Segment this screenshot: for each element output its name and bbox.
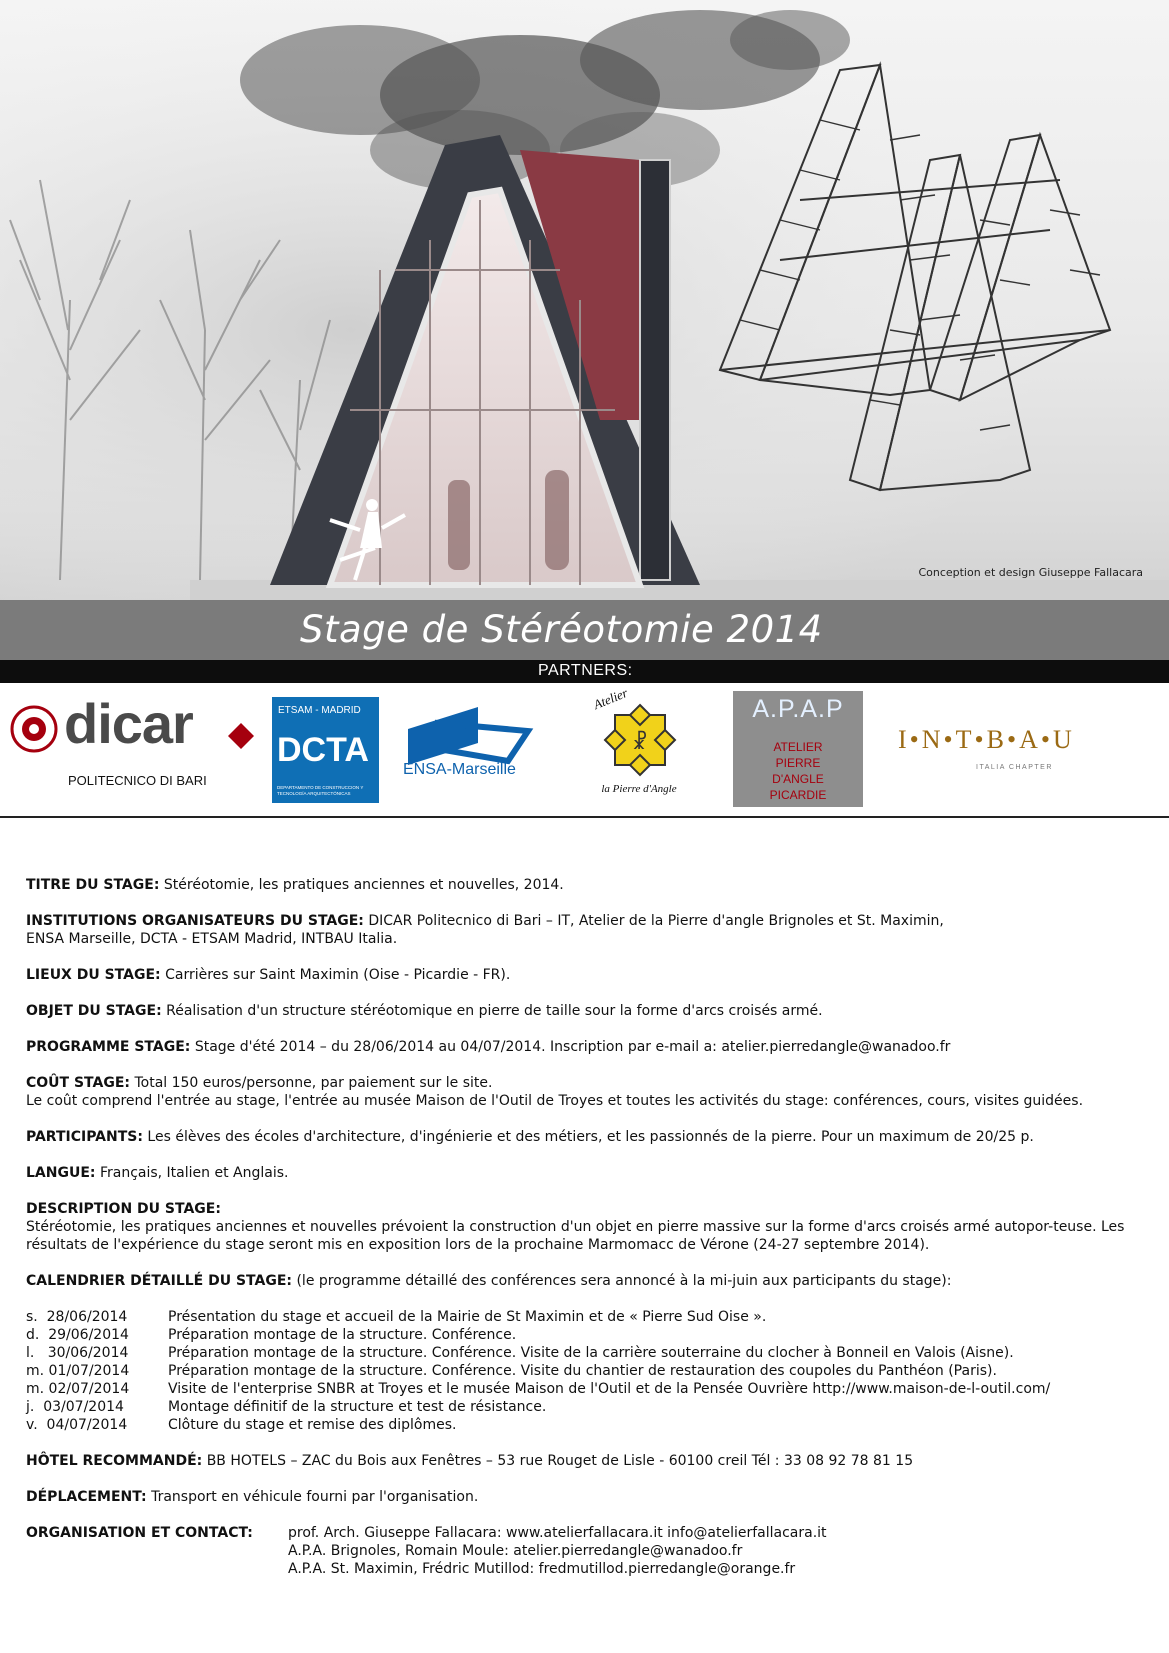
partners-band: [0, 660, 1169, 683]
hotel-label: HÔTEL RECOMMANDÉ:: [26, 1453, 203, 1469]
calendar-day: j. 03/07/2014: [26, 1399, 124, 1415]
calendar-desc: Visite de l'enterprise SNBR at Troyes et le musée Maison de l'Outil et de la Pensée Ouvrière http://www.maison-de-l-outil.com/: [168, 1381, 1051, 1397]
roof-tiles: [640, 160, 670, 580]
calendar-day: v. 04/07/2014: [26, 1417, 128, 1433]
intbau-wordmark: I•N•T•B•A•U: [898, 725, 1075, 754]
apap-title: A.P.A.P: [752, 695, 844, 723]
objet-label: OBJET DU STAGE:: [26, 1003, 162, 1019]
participants-section: [26, 1128, 1151, 1146]
dcta-wordmark: DCTA: [277, 731, 369, 769]
partners-label: PARTNERS:: [538, 662, 633, 679]
cout-text-2: Le coût comprend l'entrée au stage, l'entrée au musée Maison de l'Outil de Troyes et toutes les activités du stage: conférences, cours, visites guidées.: [26, 1093, 1084, 1109]
contact-section: [26, 1524, 1151, 1578]
description-text: Stéréotomie, les pratiques anciennes et nouvelles prévoient la construction d'un objet en pierre massive sur la forme d'arcs croisés armé autopor-teuse. Les résultats de l'expérience du stage seront mis en exposition lors de la prochaine Marmomacc de Vérone (24-27 septembre 2014).: [26, 1219, 1125, 1253]
calendrier-label: CALENDRIER DÉTAILLÉ DU STAGE:: [26, 1273, 293, 1289]
calendar-row: [26, 1344, 1151, 1362]
deplacement-section: [26, 1488, 1151, 1506]
apap-lines: [733, 739, 863, 803]
dicar-seal-icon: [10, 705, 58, 753]
calendrier-text: (le programme détaillé des conférences sera annoncé à la mi-juin aux participants du stage):: [296, 1273, 952, 1289]
langue-label: LANGUE:: [26, 1165, 96, 1181]
calendar-desc: Présentation du stage et accueil de la Mairie de St Maximin et de « Pierre Sud Oise ».: [168, 1309, 767, 1325]
calendar-row: [26, 1308, 1151, 1326]
apap-line: PIERRE: [775, 756, 821, 770]
hero-illustration: [0, 0, 1169, 600]
apap-line: PICARDIE: [769, 788, 827, 802]
objet-section: [26, 1002, 1151, 1020]
atelier-bottom: la Pierre d'Angle: [601, 783, 677, 795]
calendar-row: [26, 1398, 1151, 1416]
intbau-subtitle: ITALIA CHAPTER: [976, 764, 1053, 771]
apap-line: ATELIER: [773, 740, 823, 754]
contact-lines: [288, 1524, 827, 1578]
institutions-text-2: ENSA Marseille, DCTA - ETSAM Madrid, INTBAU Italia.: [26, 931, 398, 947]
calendar-desc: Montage définitif de la structure et test de résistance.: [168, 1399, 547, 1415]
langue-text: Français, Italien et Anglais.: [99, 1165, 289, 1181]
calendar-day: d. 29/06/2014: [26, 1327, 129, 1343]
dicar-wordmark: dicar: [64, 692, 193, 755]
calendar-row: [26, 1416, 1151, 1434]
atelier-top: Atelier: [591, 684, 630, 713]
calendar-day: l. 30/06/2014: [26, 1345, 129, 1361]
ensa-logo: [400, 697, 560, 807]
titre-text: Stéréotomie, les pratiques anciennes et nouvelles, 2014.: [163, 877, 564, 893]
titre-label: TITRE DU STAGE:: [26, 877, 160, 893]
programme-label: PROGRAMME STAGE:: [26, 1039, 191, 1055]
stage-details: [26, 876, 1151, 1578]
cout-label: COÛT STAGE:: [26, 1075, 131, 1091]
calendar-list: [26, 1308, 1151, 1434]
cout-section: [26, 1074, 1151, 1110]
hotel-section: [26, 1452, 1151, 1470]
calendrier-section: [26, 1272, 1151, 1290]
programme-section: [26, 1038, 1151, 1056]
titre-section: [26, 876, 1151, 894]
langue-section: [26, 1164, 1151, 1182]
calendar-day: m. 01/07/2014: [26, 1363, 130, 1379]
calendar-day: s. 28/06/2014: [26, 1309, 128, 1325]
apap-line: D'ANGLE: [772, 772, 824, 786]
design-credit: Conception et design Giuseppe Fallacara: [918, 566, 1143, 579]
calendar-desc: Clôture du stage et remise des diplômes.: [168, 1417, 457, 1433]
calendar-row: [26, 1326, 1151, 1344]
hero-artwork: [0, 0, 1169, 600]
calendar-desc: Préparation montage de la structure. Conférence. Visite de la carrière souterraine du clocher à Bonneil en Valois (Aisne).: [168, 1345, 1014, 1361]
page-title: Stage de Stéréotomie 2014: [300, 608, 823, 651]
lieux-text: Carrières sur Saint Maximin (Oise - Picardie - FR).: [165, 967, 511, 983]
contact-line: A.P.A. St. Maximin, Frédric Mutillod: fredmutillod.pierredangle@orange.fr: [288, 1561, 796, 1577]
contact-line: prof. Arch. Giuseppe Fallacara: www.atelierfallacara.it info@atelierfallacara.it: [288, 1525, 827, 1541]
lieux-section: [26, 966, 1151, 984]
calendar-desc: Préparation montage de la structure. Conférence.: [168, 1327, 517, 1343]
dicar-diamond-icon: [228, 723, 254, 749]
institutions-text: DICAR Politecnico di Bari – IT, Atelier de la Pierre d'angle Brignoles et St. Maximin,: [368, 913, 944, 929]
ensa-name: ENSA-Marseille: [403, 761, 516, 778]
svg-text:☧: ☧: [632, 732, 648, 754]
dcta-logo: [272, 697, 379, 803]
apap-logo: [733, 691, 863, 807]
dcta-top: ETSAM - MADRID: [278, 705, 361, 716]
atelier-logo: [585, 684, 695, 812]
cout-text: Total 150 euros/personne, par paiement sur le site.: [134, 1075, 493, 1091]
participants-label: PARTICIPANTS:: [26, 1129, 143, 1145]
hotel-text: BB HOTELS – ZAC du Bois aux Fenêtres – 53 rue Rouget de Lisle - 60100 creil Tél : 33 08 92 78 81 15: [206, 1453, 914, 1469]
dcta-department: DEPARTAMENTO DE CONSTRUCCION Y TECNOLOGÍA ARQUITECTÓNICAS: [277, 785, 364, 796]
description-label: DESCRIPTION DU STAGE:: [26, 1201, 221, 1217]
lieux-label: LIEUX DU STAGE:: [26, 967, 161, 983]
dicar-subtitle: POLITECNICO DI BARI: [68, 773, 207, 788]
contact-label: ORGANISATION ET CONTACT:: [26, 1525, 253, 1541]
participants-text: Les élèves des écoles d'architecture, d'ingénierie et des métiers, et les passionnés de la pierre. Pour un maximum de 20/25 p.: [147, 1129, 1034, 1145]
programme-text: Stage d'été 2014 – du 28/06/2014 au 04/07/2014. Inscription par e-mail a: atelier.pierredangle@wanadoo.fr: [194, 1039, 951, 1055]
deplacement-text: Transport en véhicule fourni par l'organisation.: [151, 1489, 479, 1505]
institutions-section: [26, 912, 1151, 948]
description-section: [26, 1200, 1151, 1254]
contact-line: A.P.A. Brignoles, Romain Moule: atelier.pierredangle@wanadoo.fr: [288, 1543, 743, 1559]
partner-logos: [0, 683, 1169, 818]
institutions-label: INSTITUTIONS ORGANISATEURS DU STAGE:: [26, 913, 364, 929]
calendar-day: m. 02/07/2014: [26, 1381, 130, 1397]
calendar-row: [26, 1362, 1151, 1380]
title-band: [0, 600, 1169, 660]
deplacement-label: DÉPLACEMENT:: [26, 1489, 147, 1505]
calendar-desc: Préparation montage de la structure. Conférence. Visite du chantier de restauration des coupoles du Panthéon (Paris).: [168, 1363, 997, 1379]
calendar-row: [26, 1380, 1151, 1398]
objet-text: Réalisation d'un structure stéréotomique en pierre de taille sour la forme d'arcs croisés armé.: [166, 1003, 823, 1019]
dicar-logo: [0, 683, 260, 813]
